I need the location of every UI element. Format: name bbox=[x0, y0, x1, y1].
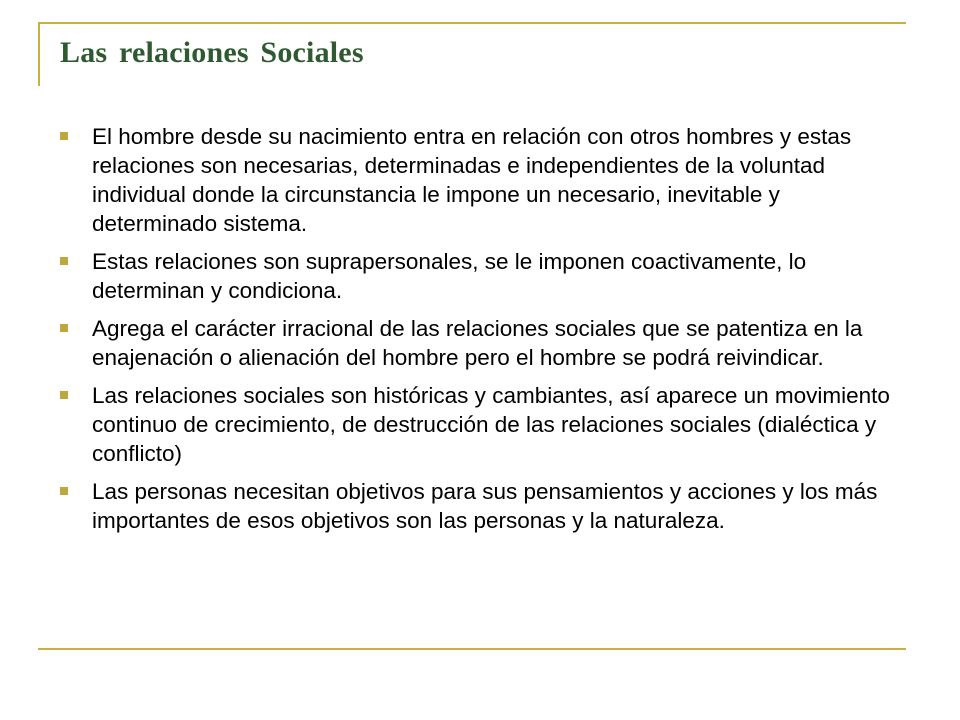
left-divider bbox=[38, 22, 40, 86]
bullet-text: Las personas necesitan objetivos para sus pensamientos y acciones y los más importantes de esos objetivos son las personas y la naturaleza. bbox=[92, 479, 878, 533]
bottom-divider bbox=[38, 648, 906, 650]
square-bullet-icon bbox=[60, 132, 68, 140]
bullet-item bbox=[60, 314, 910, 372]
bullet-item bbox=[60, 122, 910, 238]
square-bullet-icon bbox=[60, 487, 68, 495]
bullet-text: Estas relaciones son suprapersonales, se le imponen coactivamente, lo determinan y condiciona. bbox=[92, 249, 807, 303]
slide-title: Las relaciones Sociales bbox=[60, 36, 364, 69]
square-bullet-icon bbox=[60, 257, 68, 265]
square-bullet-icon bbox=[60, 324, 68, 332]
bullet-text: Agrega el carácter irracional de las relaciones sociales que se patentiza en la enajenación o alienación del hombre pero el hombre se podrá reivindicar. bbox=[92, 316, 863, 370]
bullet-list bbox=[60, 122, 910, 544]
bullet-text: El hombre desde su nacimiento entra en relación con otros hombres y estas relaciones son necesarias, determinadas e independientes de la voluntad individual donde la circunstancia le impone un necesario, inevitable y determinado sistema. bbox=[92, 124, 852, 236]
bullet-item bbox=[60, 477, 910, 535]
top-divider bbox=[38, 22, 906, 24]
bullet-item bbox=[60, 381, 910, 468]
bullet-item bbox=[60, 247, 910, 305]
square-bullet-icon bbox=[60, 391, 68, 399]
bullet-text: Las relaciones sociales son históricas y cambiantes, así aparece un movimiento continuo de crecimiento, de destrucción de las relaciones sociales (dialéctica y conflicto) bbox=[92, 383, 890, 466]
